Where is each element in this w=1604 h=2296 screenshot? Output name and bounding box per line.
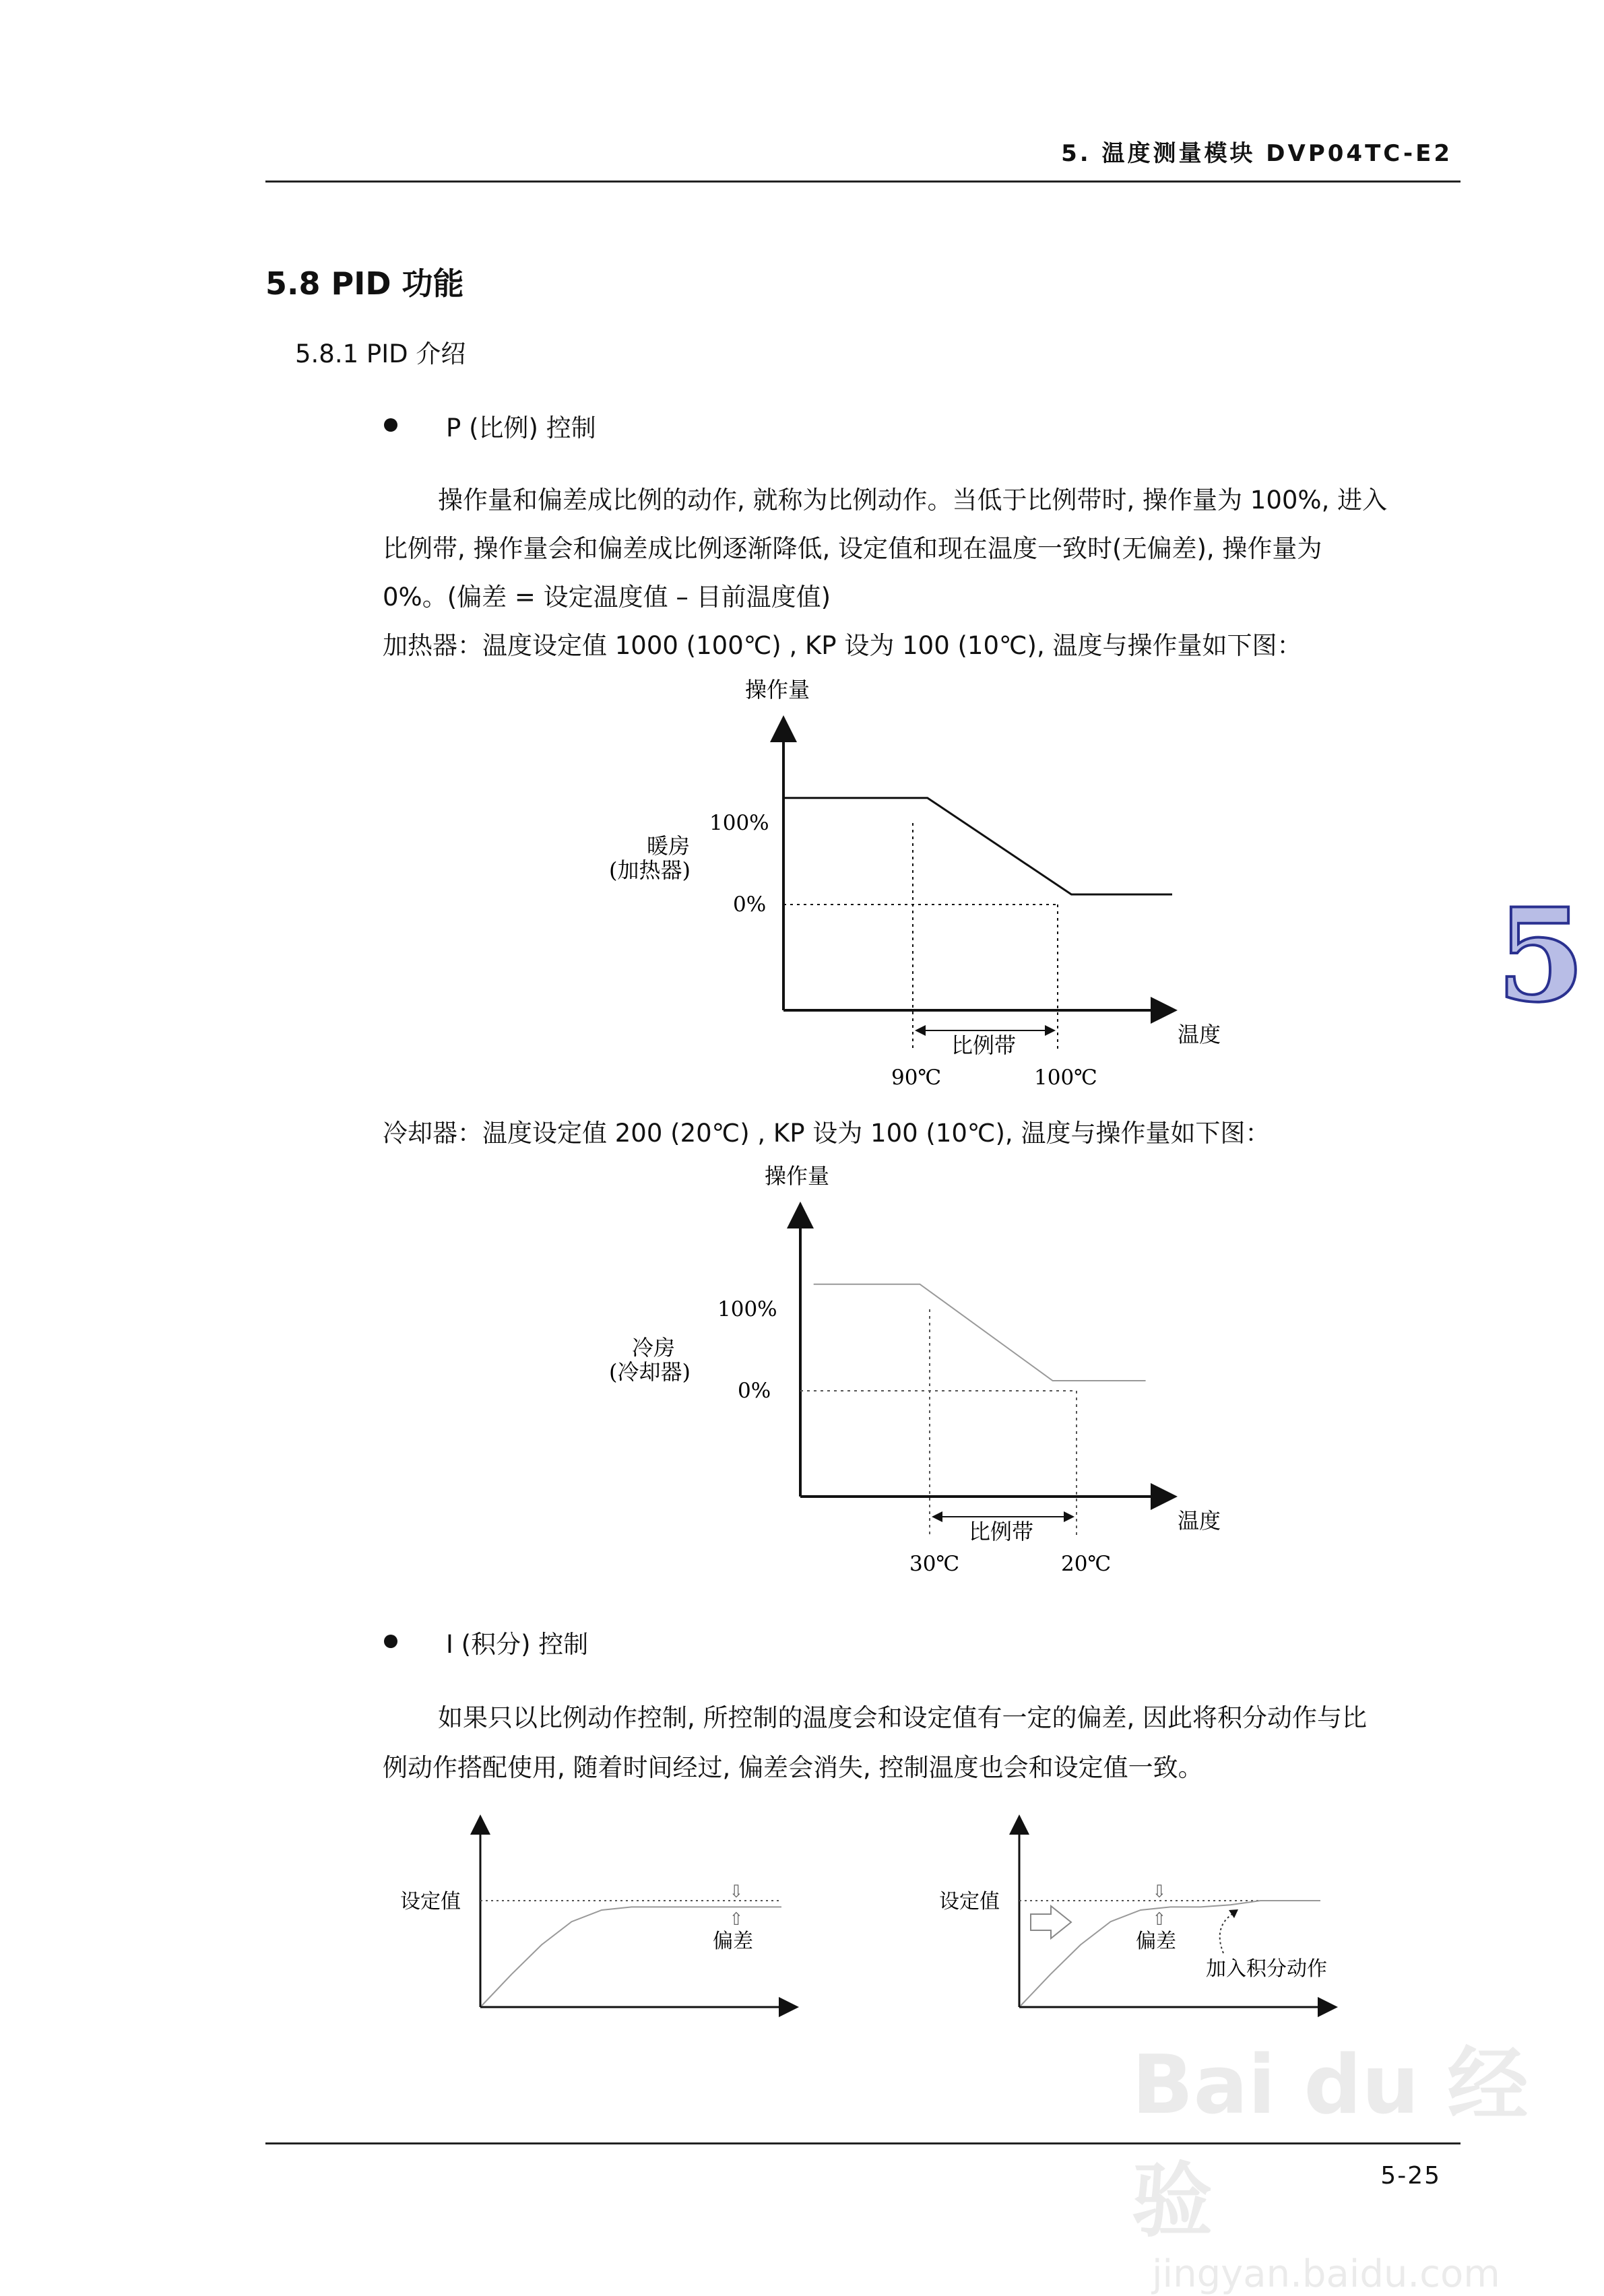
x-tick-30: 30℃ [909,1552,960,1576]
band-arrow-left [915,1025,926,1036]
x-axis-label: 温度 [1178,1022,1221,1047]
cooler-caption: 冷却器：温度设定值 200 (20℃) , KP 设为 100 (10℃), 温度与操作量如下图： [383,1119,1271,1148]
bullet-dot [384,1635,397,1648]
annotation-label: 加入积分动作 [1206,1957,1327,1981]
watermark-brand: Bai du 经验 [1132,2039,1529,2248]
chapter-tab-number [1492,880,1586,1030]
series-sublabel: (加热器) [609,857,691,883]
y-axis-label: 操作量 [745,677,810,702]
offset-arrow-up: ⇧ [1152,1909,1167,1930]
x-tick-100: 100℃ [1034,1065,1097,1090]
annotation-arrow [1220,1913,1234,1953]
offset-arrow-down: ⇩ [1152,1882,1167,1902]
offset-arrow-up: ⇧ [729,1909,744,1930]
i-para-line: 如果只以比例动作控制, 所控制的温度会和设定值有一定的偏差, 因此将积分动作与比 [438,1703,1368,1732]
response-curve [1021,1901,1320,2006]
progress-arrow-icon [1031,1906,1071,1938]
heater-caption: 加热器：温度设定值 1000 (100℃) , KP 设为 100 (10℃), 温度与操作量如下图： [383,631,1302,660]
offset-label: 偏差 [713,1930,753,1953]
annotation-arrowhead [1229,1909,1238,1918]
y-tick-100: 100% [717,1297,777,1321]
offset-arrow-down: ⇩ [729,1882,744,1902]
p-para-line: 比例带, 操作量会和偏差成比例逐渐降低, 设定值和现在温度一致时(无偏差), 操作量为 [383,534,1322,563]
watermark-url: jingyan.baidu.com [1152,2252,1500,2296]
heater-series-line [783,798,1172,894]
band-label: 比例带 [969,1519,1034,1544]
i-para-line: 例动作搭配使用, 随着时间经过, 偏差会消失, 控制温度也会和设定值一致。 [383,1753,1203,1782]
cooler-chart [593,1153,1253,1598]
subsection-title: 5.8.1 PID 介绍 [295,339,466,368]
pi-response-chart [930,1812,1401,2027]
band-arrow-right [1045,1025,1056,1036]
page-number: 5-25 [1380,2162,1441,2190]
x-axis-label: 温度 [1178,1508,1221,1534]
header-rule [265,181,1461,183]
y-tick-0: 0% [738,1379,771,1403]
band-label: 比例带 [951,1032,1017,1058]
i-control-label: I (积分) 控制 [446,1630,589,1659]
x-tick-90: 90℃ [891,1065,942,1090]
y-axis-label: 操作量 [765,1163,830,1189]
baidu-watermark [1132,2021,1604,2296]
heater-chart [593,667,1253,1111]
series-label: 冷房 [632,1335,676,1360]
series-sublabel: (冷却器) [609,1359,691,1385]
setpoint-label: 设定值 [939,1890,1000,1913]
offset-label: 偏差 [1136,1930,1176,1953]
proportional-response-chart [391,1812,822,2027]
setpoint-label: 设定值 [400,1890,461,1913]
p-control-label: P (比例) 控制 [446,414,596,442]
y-tick-0: 0% [733,892,767,917]
x-tick-20: 20℃ [1061,1552,1112,1576]
band-arrow-right [1064,1511,1074,1522]
bullet-dot [384,418,397,432]
cooler-series-line [814,1284,1146,1381]
y-tick-100: 100% [709,811,769,835]
chapter-tab-text: 5 [1496,880,1586,1030]
section-title: 5.8 PID 功能 [265,265,464,302]
band-arrow-left [932,1511,942,1522]
running-header: 5. 温度测量模块 DVP04TC-E2 [1061,140,1452,167]
p-para-line: 操作量和偏差成比例的动作, 就称为比例动作。当低于比例带时, 操作量为 100%, 进入 [438,486,1388,515]
p-para-line: 0%。(偏差 = 设定温度值 – 目前温度值) [383,583,831,612]
series-label: 暖房 [647,833,691,859]
